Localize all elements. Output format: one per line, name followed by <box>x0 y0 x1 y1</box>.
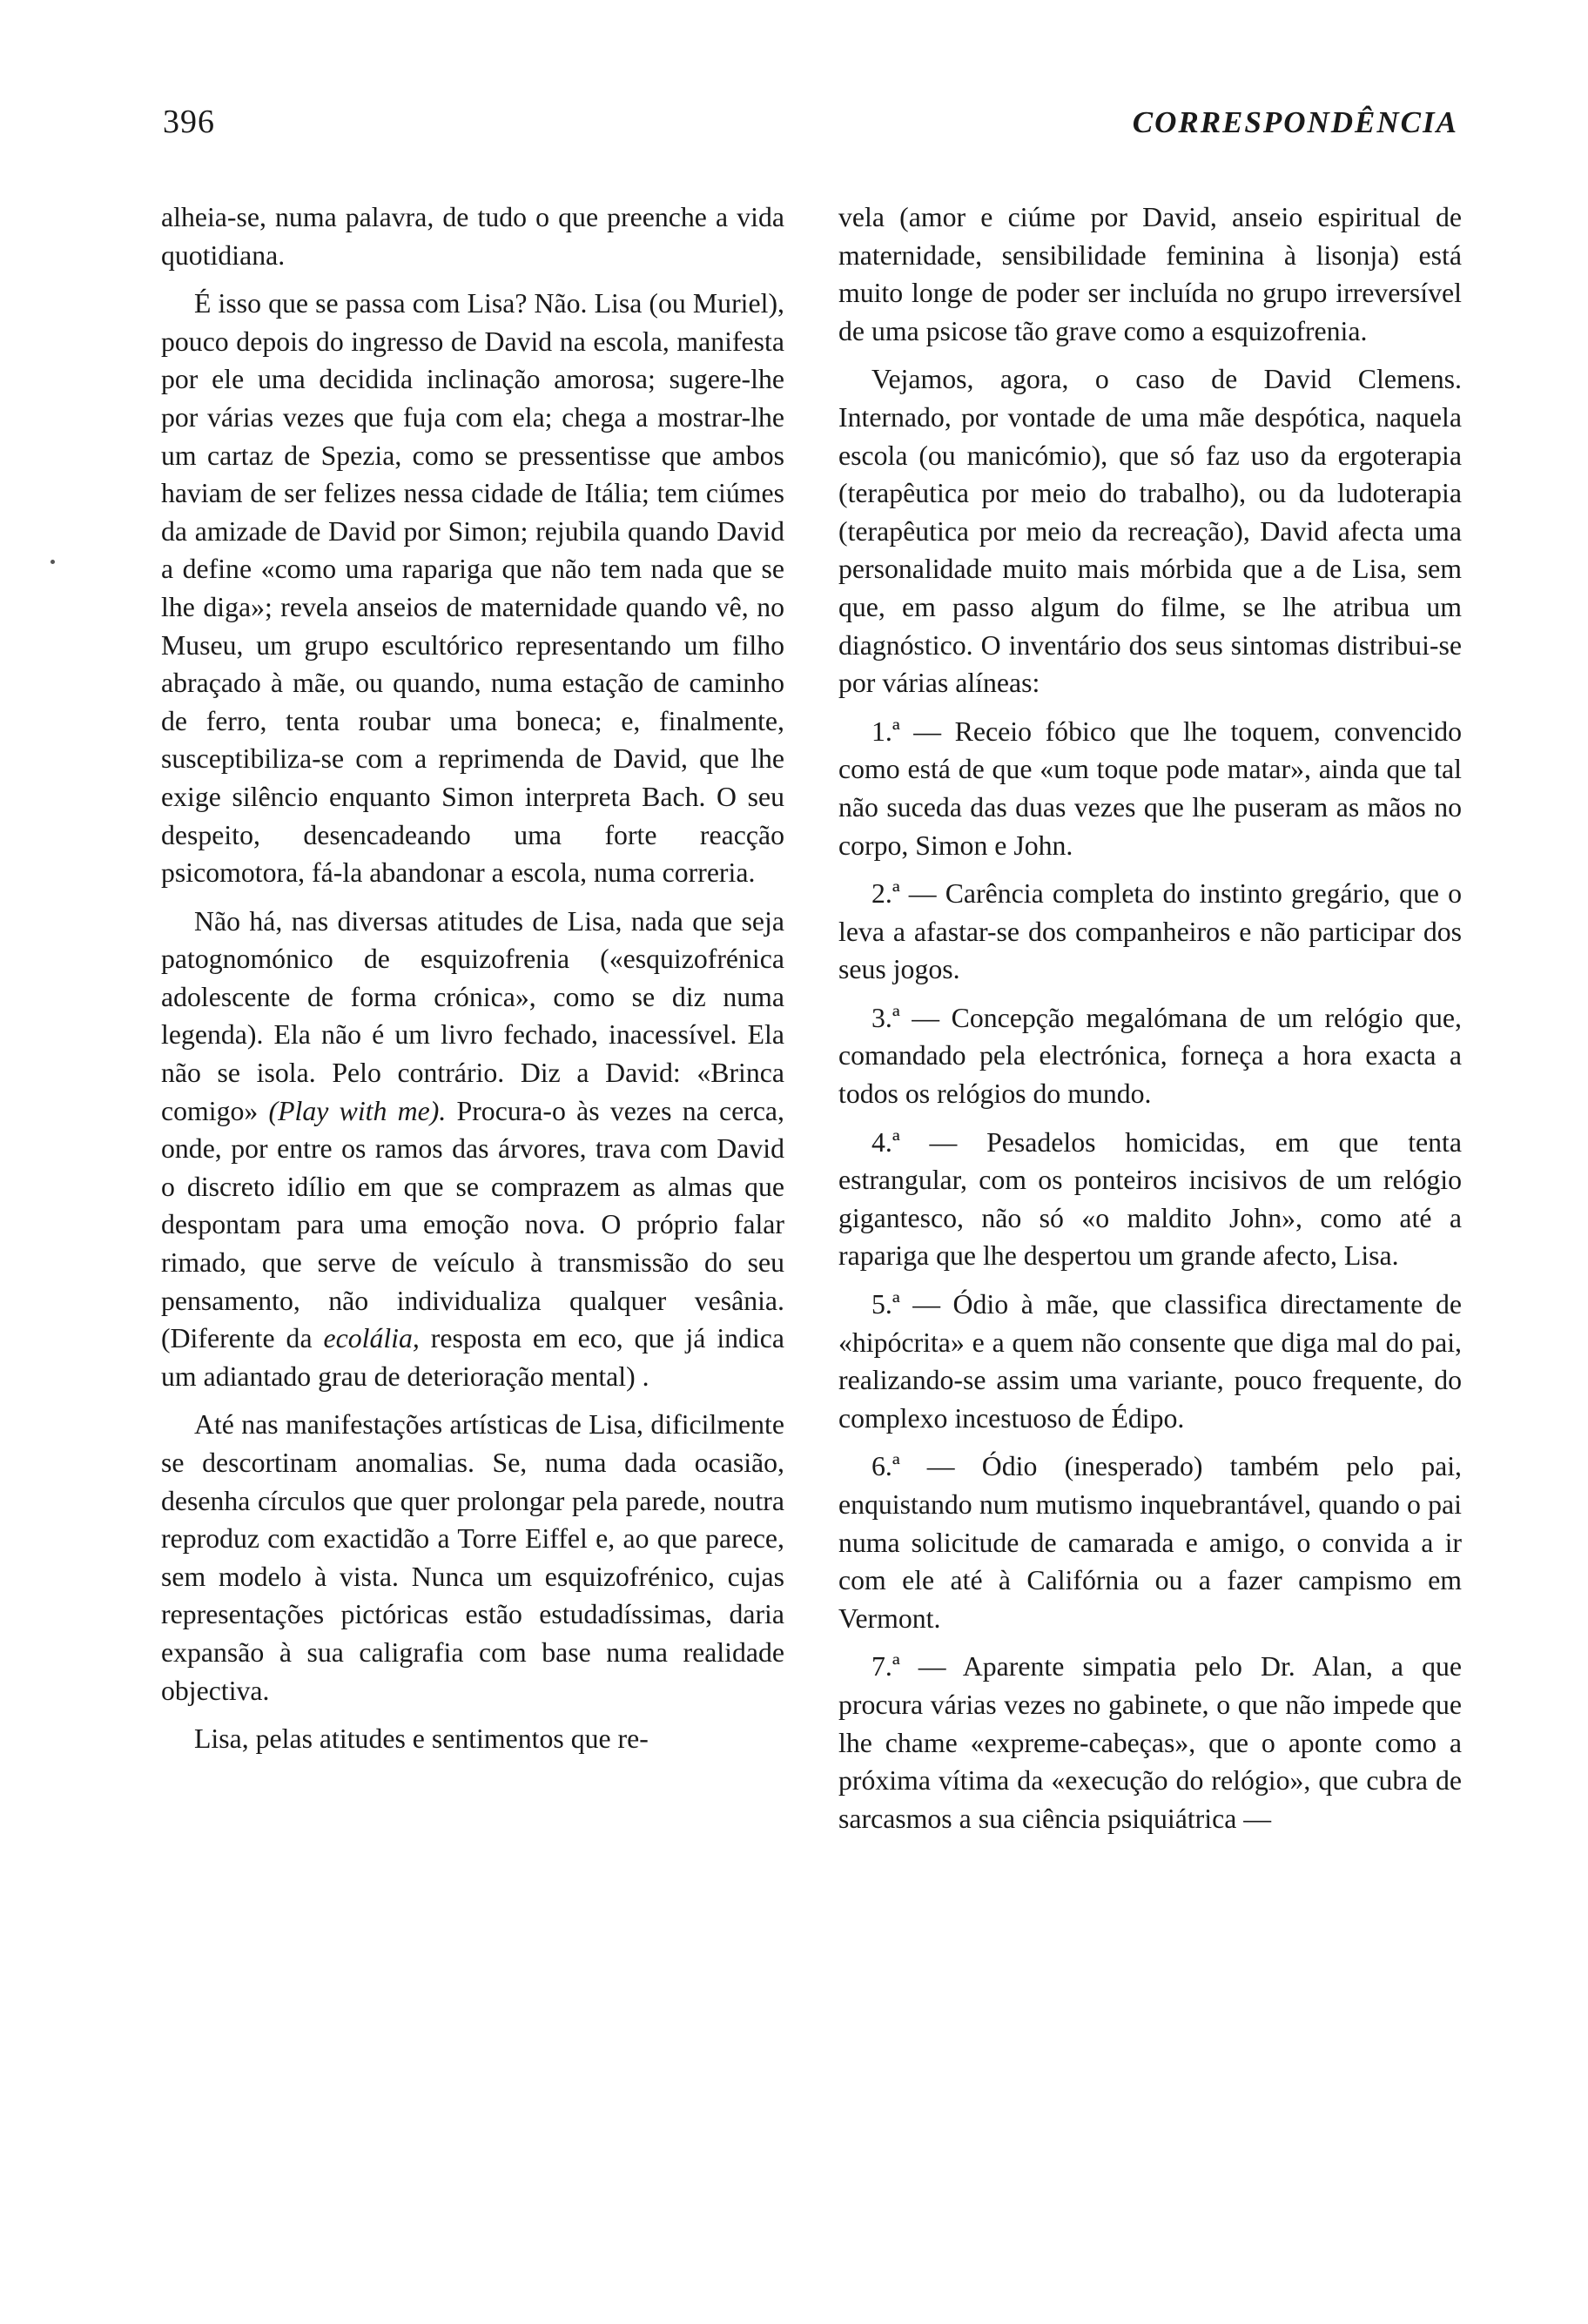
left-column <box>161 198 784 1758</box>
list-item: 2.ª — Carência completa do instinto gregário, que o leva a afastar-se dos companheiros e não participar dos seus jogos. <box>838 878 1462 985</box>
text-run: resposta em eco, que já indica um adiantado grau de deterioração mental) . <box>161 1323 785 1392</box>
list-item: 5.ª — Ódio à mãe, que classifica directamente de «hipócrita» e a quem não consente que diga mal do pai, realizando-se assim uma variante, pouco frequente, do complexo incestuoso de Édipo. <box>838 1289 1462 1434</box>
italic-text: ecolália, <box>323 1323 420 1354</box>
italic-text: (Play with me). <box>268 1095 447 1126</box>
paragraph: É isso que se passa com Lisa? Não. Lisa (ou Muriel), pouco depois do ingresso de David na escola, manifesta por ele uma decidida inclinação amorosa; sugere-lhe por várias vezes que fuja com ela; chega a mostrar-lhe um cartaz de Spezia, como se pressentisse que ambos haviam de ser felizes nessa cidade de Itália; tem ciúmes da amizade de David por Simon; rejubila quando David a define «como uma rapariga que não tem nada que se lhe diga»; revela anseios de maternidade quando vê, no Museu, um grupo escultórico representando um filho abraçado à mãe, ou quando, numa estação de caminho de ferro, tenta roubar uma boneca; e, finalmente, susceptibiliza-se com a reprimenda de David, que lhe exige silêncio enquanto Simon interpreta Bach. O seu despeito, desencadeando uma forte reacção psicomotora, fá-la abandonar a escola, numa correria. <box>161 288 784 889</box>
list-item: 7.ª — Aparente simpatia pelo Dr. Alan, a que procura várias vezes no gabinete, o que não impede que lhe chame «expreme-cabeças», que o aponte como a próxima vítima da «execução do relógio», que cubra de sarcasmos a sua ciência psiquiátrica — <box>838 1651 1462 1834</box>
margin-dot <box>50 560 55 564</box>
paragraph: alheia-se, numa palavra, de tudo o que preenche a vida quotidiana. <box>161 202 784 271</box>
paragraph: vela (amor e ciúme por David, anseio espiritual de maternidade, sensibilidade feminina à lisonja) está muito longe de poder ser incluída no grupo irreversível de uma psicose tão grave como a esquizofrenia. <box>838 202 1462 346</box>
running-header <box>163 103 1458 155</box>
list-item: 3.ª — Concepção megalómana de um relógio que, comandado pela electrónica, forneça a hora exacta a todos os relógios do mundo. <box>838 1002 1462 1110</box>
paragraph <box>161 903 784 1396</box>
paragraph: Lisa, pelas atitudes e sentimentos que re- <box>194 1723 649 1755</box>
list-item: 4.ª — Pesadelos homicidas, em que tenta estrangular, com os ponteiros incisivos de um relógio gigantesco, não só «o maldito John», como até a rapariga que lhe despertou um grande afecto, Lisa. <box>838 1126 1462 1272</box>
right-column <box>838 198 1462 1837</box>
text-run: Não há, nas diversas atitudes de Lisa, nada que seja patognomónico de esquizofrenia («esquizofrénica adolescente de forma crónica», como se diz numa legenda). Ela não é um livro fechado, inacessível. Ela não se isola. Pelo contrário. Diz a David: «Brinca comigo» <box>161 905 784 1126</box>
list-item: 6.ª — Ódio (inesperado) também pelo pai, enquistando num mutismo inquebrantável, quando o pai numa solicitude de camarada e amigo, o convida a ir com ele até à Califórnia ou a fazer campismo em Vermont. <box>838 1451 1462 1634</box>
list-item: 1.ª — Receio fóbico que lhe toquem, convencido como está de que «um toque pode matar», ainda que tal não suceda das duas vezes que lhe puseram as mãos no corpo, Simon e John. <box>838 715 1462 861</box>
running-title: CORRESPONDÊNCIA <box>1132 105 1458 139</box>
page-number: 396 <box>163 104 215 140</box>
text-run: Procura-o às vezes na cerca, onde, por entre os ramos das árvores, trava com David o discreto idílio em que se comprazem as almas que despontam para uma emoção nova. O próprio falar rimado, que serve de veículo à transmissão do seu pensamento, não individualiza qualquer vesânia. (Diferente da <box>161 1095 784 1354</box>
paragraph: Até nas manifestações artísticas de Lisa, dificilmente se descortinam anomalias. Se, numa dada ocasião, desenha círculos que quer prolongar pela parede, noutra reproduz com exactidão a Torre Eiffel e, ao que parece, sem modelo à vista. Nunca um esquizofrénico, cujas representações pictóricas estão estudadíssimas, daria expansão à sua caligrafia com base numa realidade objectiva. <box>161 1409 784 1706</box>
paragraph: Vejamos, agora, o caso de David Clemens. Internado, por vontade de uma mãe despótica, naquela escola (ou manicómio), que só faz uso da ergoterapia (terapêutica por meio do trabalho), ou da ludoterapia (terapêutica por meio da recreação), David afecta uma personalidade muito mais mórbida que a de Lisa, sem que, em passo algum do filme, se lhe atribua um diagnóstico. O inventário dos seus sintomas distribui-se por várias alíneas: <box>838 364 1462 699</box>
